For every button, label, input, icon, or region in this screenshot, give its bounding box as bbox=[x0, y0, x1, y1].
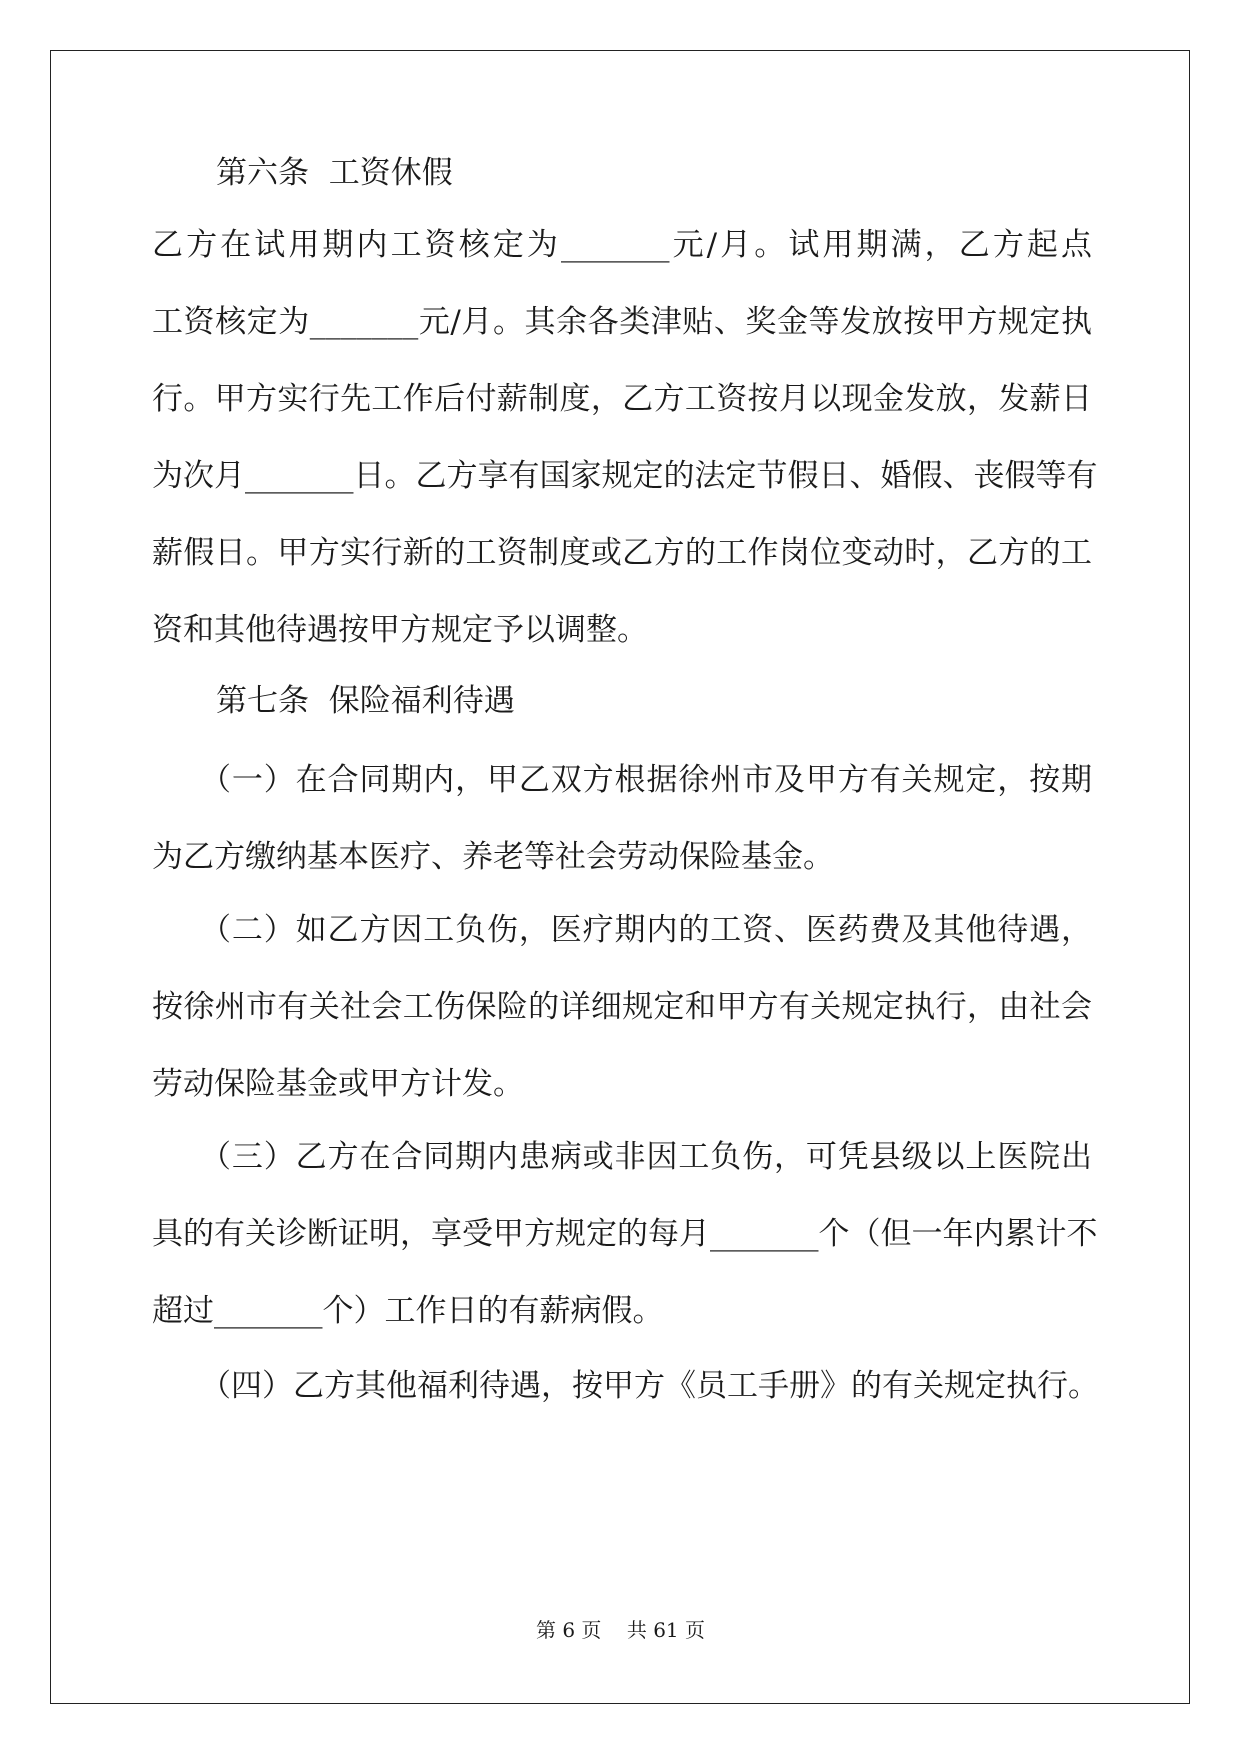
article-6-line: 资和其他待遇按甲方规定予以调整。 bbox=[152, 612, 648, 648]
page-number-footer: 第 6 页 共 61 页 bbox=[535, 1618, 706, 1642]
clause-3-line: 超过_______个）工作日的有薪病假。 bbox=[152, 1293, 664, 1329]
clause-1-line: 为乙方缴纳基本医疗、养老等社会劳动保险基金。 bbox=[152, 839, 834, 875]
clause-3-line: 具的有关诊断证明，享受甲方规定的每月_______个（但一年内累计不 bbox=[152, 1216, 1098, 1252]
clause-2-line: （二）如乙方因工负伤，医疗期内的工资、医药费及其他待遇， bbox=[200, 912, 1092, 948]
page-border bbox=[50, 50, 1190, 1704]
article-6-line: 为次月_______日。乙方享有国家规定的法定节假日、婚假、丧假等有 bbox=[152, 458, 1098, 494]
article-6-line: 薪假日。甲方实行新的工资制度或乙方的工作岗位变动时，乙方的工 bbox=[152, 535, 1092, 571]
clause-3-line: （三）乙方在合同期内患病或非因工负伤，可凭县级以上医院出 bbox=[200, 1139, 1092, 1175]
clause-1-line: （一）在合同期内，甲乙双方根据徐州市及甲方有关规定，按期 bbox=[200, 762, 1092, 798]
clause-2-line: 按徐州市有关社会工伤保险的详细规定和甲方有关规定执行，由社会 bbox=[152, 989, 1092, 1025]
article-6-line: 乙方在试用期内工资核定为_______元/月。试用期满，乙方起点 bbox=[152, 227, 1092, 263]
clause-2-line: 劳动保险基金或甲方计发。 bbox=[152, 1066, 524, 1102]
article-6-line: 行。甲方实行先工作后付薪制度，乙方工资按月以现金发放，发薪日 bbox=[152, 381, 1092, 417]
article-6-line: 工资核定为_______元/月。其余各类津贴、奖金等发放按甲方规定执 bbox=[152, 304, 1092, 340]
clause-4-line: （四）乙方其他福利待遇，按甲方《员工手册》的有关规定执行。 bbox=[200, 1368, 1099, 1404]
article-6-heading: 第六条 工资休假 bbox=[216, 155, 453, 191]
article-7-heading: 第七条 保险福利待遇 bbox=[216, 683, 515, 719]
